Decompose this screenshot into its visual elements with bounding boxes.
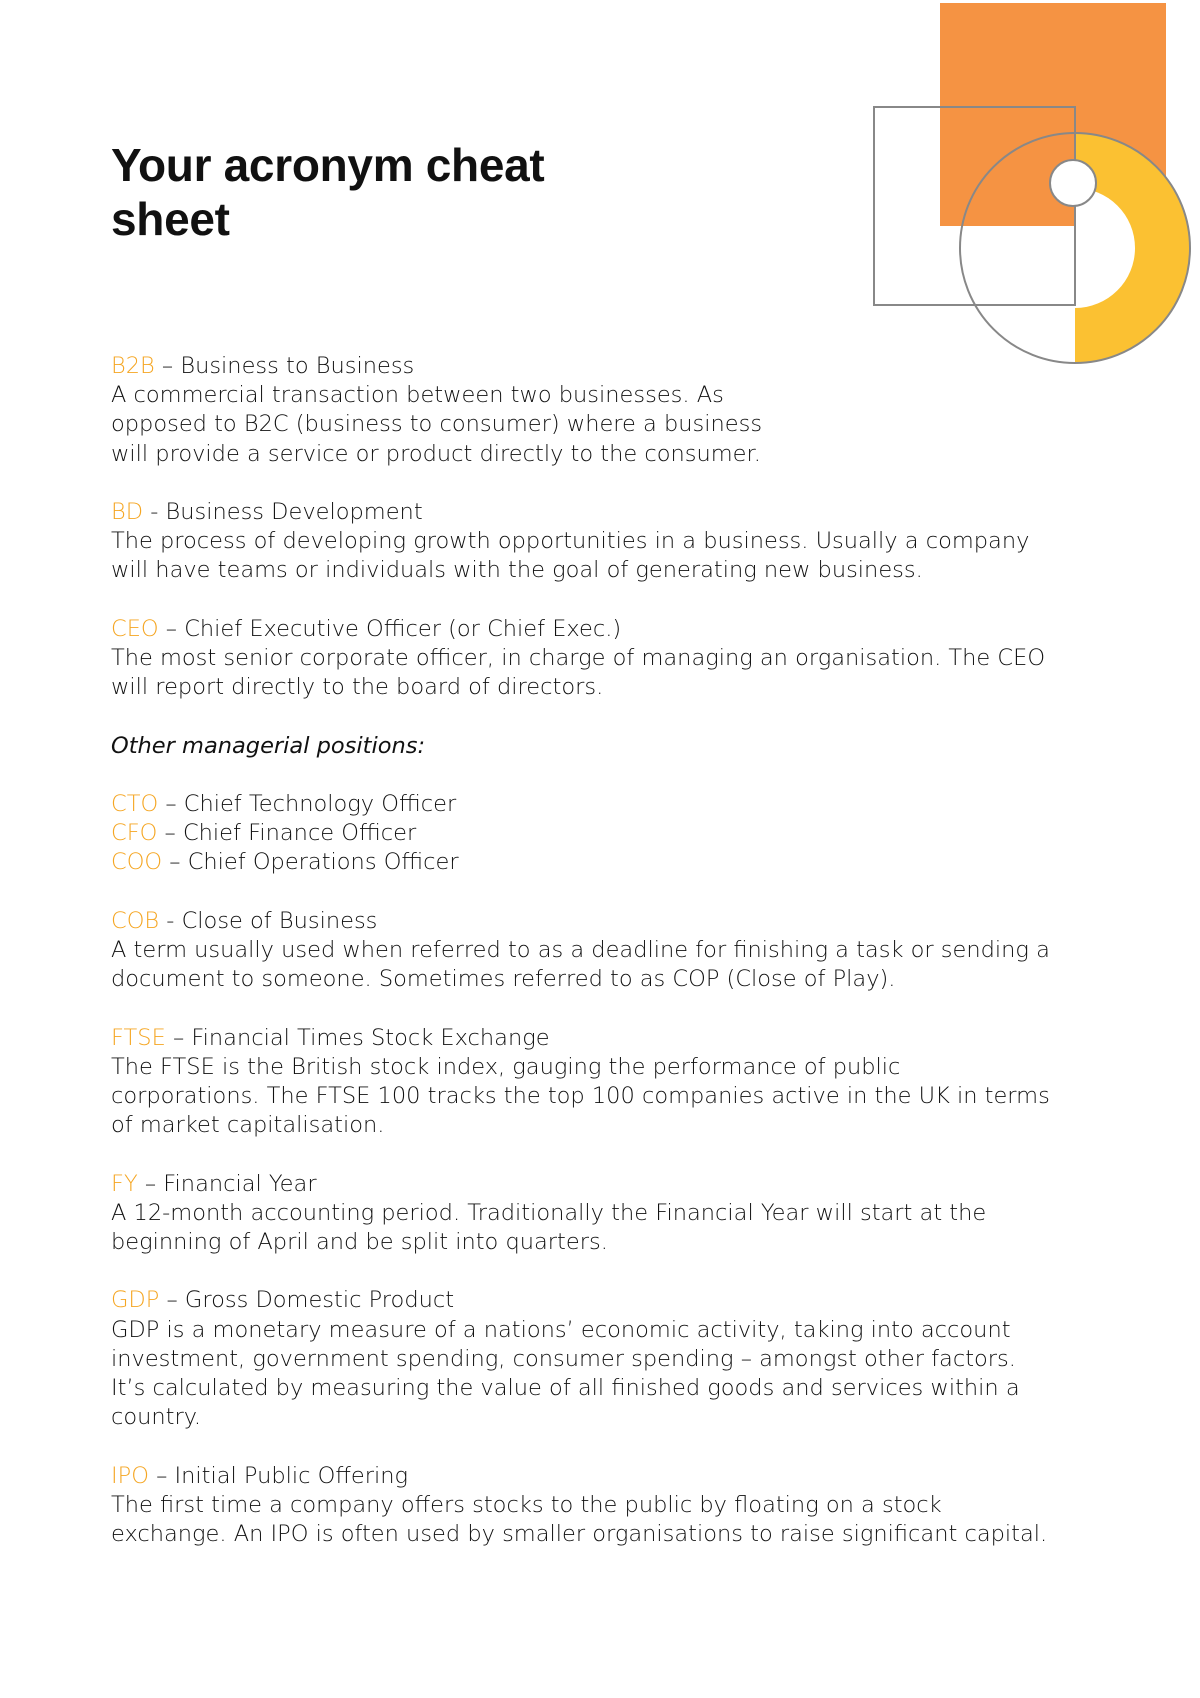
definition-line: The first time a company offers stocks to the public by floating on a stock [111,1491,942,1518]
definition-line: exchange. An IPO is often used by smaller organisations to raise significant capital. [111,1520,1048,1547]
definition-line: of market capitalisation. [111,1112,385,1139]
term-name: Financial Times Stock Exchange [191,1024,550,1051]
separator: - [159,907,182,934]
definition-line: will have teams or individuals with the goal of generating new business. [111,557,923,584]
term-line [111,1170,1111,1199]
separator: – [165,1024,192,1051]
acronym: COO [111,849,163,876]
separator: - [143,499,166,525]
acronym: FY [111,1170,138,1197]
term-line [111,848,1111,877]
definition-line: beginning of April and be split into quarters. [111,1228,608,1255]
term-name: Chief Finance Officer [182,820,417,847]
separator: – [148,1462,175,1489]
definition-line: It’s calculated by measuring the value of all finished goods and services within a [111,1374,1020,1401]
term-line [111,498,1111,527]
term-name: Chief Executive Officer (or Chief Exec.) [184,615,622,642]
term-name: Chief Technology Officer [183,790,457,817]
glossary [111,352,1111,1578]
separator: – [154,353,181,379]
glossary-entry [111,1170,1111,1258]
glossary-entry [111,1286,1111,1432]
term-line [111,907,1111,936]
definition-line: opposed to B2C (business to consumer) where a business [111,411,763,438]
definition-line: document to someone. Sometimes referred to as COP (Close of Play). [111,966,896,993]
definition-line: A term usually used when referred to as a deadline for finishing a task or sending a [111,936,1050,963]
glossary-entry [111,498,1111,586]
term-name: Financial Year [163,1170,317,1197]
separator: – [158,790,184,817]
separator: – [157,820,183,847]
separator: – [137,1170,164,1197]
term-name: Business Development [165,499,423,525]
definition-line: A commercial transaction between two businesses. As [111,382,724,409]
definition-line: A 12-month accounting period. Traditionally the Financial Year will start at the [111,1199,987,1226]
acronym: B2B [111,353,155,379]
term-line [111,615,1111,644]
separator: – [162,849,188,876]
title-line-1: Your acronym cheat [111,139,545,191]
definition-line: country. [111,1404,201,1431]
term-line [111,1286,1111,1315]
acronym: BD [111,499,144,525]
other-positions-label: Other managerial positions: [111,732,426,759]
glossary-entry [111,907,1111,995]
definition-line: investment, government spending, consumer spending – amongst other factors. [111,1345,1016,1372]
glossary-entry [111,615,1111,703]
positions-list [111,790,1111,878]
small-white-circle [1050,160,1096,206]
term-name: Chief Operations Officer [187,849,459,876]
separator: – [158,615,185,642]
definition-line: will provide a service or product directly to the consumer. [111,440,761,467]
acronym: CEO [111,615,159,642]
separator: – [159,1287,185,1314]
other-positions-heading [111,732,1111,761]
term-name: Gross Domestic Product [184,1287,455,1314]
definition-line: corporations. The FTSE 100 tracks the top 100 companies active in the UK in terms [111,1082,1050,1109]
acronym: FTSE [111,1024,166,1051]
definition-line: The process of developing growth opportunities in a business. Usually a company [111,528,1030,555]
acronym: IPO [111,1462,149,1489]
term-line [111,352,1111,381]
term-line [111,1462,1111,1491]
glossary-entry [111,1024,1111,1141]
term-name: Initial Public Offering [174,1462,408,1489]
glossary-entry [111,352,1111,469]
glossary-entry [111,1462,1111,1550]
term-line [111,1024,1111,1053]
term-line [111,819,1111,848]
term-name: Close of Business [181,907,378,934]
acronym: CTO [111,790,159,817]
acronym: GDP [111,1287,160,1314]
definition-line: The most senior corporate officer, in charge of managing an organisation. The CEO [111,645,1046,671]
title-line-2: sheet [111,193,230,245]
definition-line: will report directly to the board of directors. [111,674,604,701]
definition-line: GDP is a monetary measure of a nations’ economic activity, taking into account [111,1316,1011,1343]
acronym: CFO [111,820,158,847]
term-name: Business to Business [180,353,415,379]
term-line [111,790,1111,819]
page-title [111,138,544,246]
definition-line: The FTSE is the British stock index, gauging the performance of public [111,1053,901,1080]
acronym: COB [111,907,160,934]
